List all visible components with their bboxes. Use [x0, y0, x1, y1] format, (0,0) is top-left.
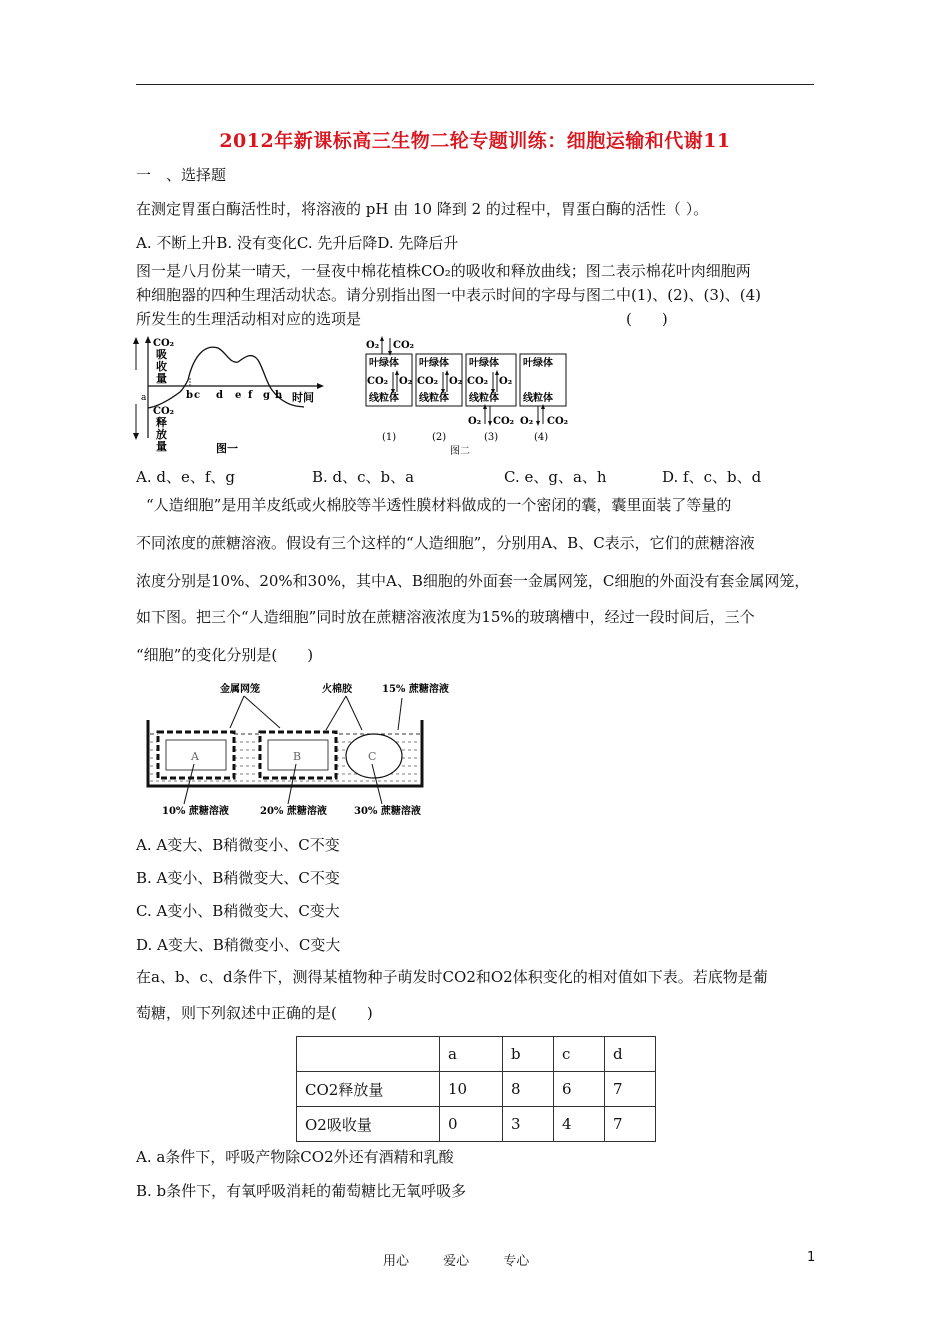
fig1-tick-label: d — [216, 390, 223, 401]
q2-option-d: D. f、c、b、d — [662, 468, 762, 486]
table-row — [297, 1072, 656, 1107]
fig1-tick-label: e — [235, 390, 242, 401]
fig3-cell-b: B — [293, 750, 302, 763]
q3-option-b: B. A变小、B稍微变大、C不变 — [136, 869, 340, 887]
q2-option-b: B. d、c、b、a — [312, 468, 415, 486]
table-cell: CO2释放量 — [297, 1072, 440, 1107]
q1-options: A. 不断上升B. 没有变化C. 先升后降D. 先降后升 — [136, 234, 459, 252]
q2-option-c: C. e、g、a、h — [504, 468, 607, 486]
fig1-tick-label: b — [186, 390, 193, 401]
fig1-tick-label: a — [141, 393, 147, 403]
fig2-mitochondrion: 线粒体 — [523, 393, 553, 404]
fig3-cell-c: C — [368, 750, 377, 763]
q2-option-a: A. d、e、f、g — [136, 468, 236, 486]
table-cell: a — [440, 1037, 503, 1072]
table-cell: 6 — [554, 1072, 605, 1107]
q2-answer-blank: ( ) — [626, 310, 668, 328]
fig3-sol-c: 30% 蔗糖溶液 — [354, 806, 421, 817]
page-number: 1 — [807, 1250, 816, 1265]
header-rule — [136, 84, 814, 85]
fig2-chloroplast: 叶绿体 — [369, 358, 399, 369]
fig3-sol-a: 10% 蔗糖溶液 — [162, 806, 229, 817]
fig1-caption: 图一 — [216, 442, 238, 455]
fig3-cage-label: 金属网笼 — [220, 684, 260, 695]
q3-stem-line: “细胞”的变化分别是( ) — [136, 646, 314, 664]
q4-stem-line: 萄糖，则下列叙述中正确的是( ) — [136, 1004, 373, 1022]
fig2-number: (4) — [534, 432, 549, 443]
table-cell: c — [554, 1037, 605, 1072]
table-cell: 7 — [605, 1107, 656, 1142]
fig3-collodion-label: 火棉胶 — [322, 684, 352, 695]
table-cell: b — [503, 1037, 554, 1072]
table-cell: 10 — [440, 1072, 503, 1107]
page-footer: 用心 爱心 专心 — [383, 1254, 530, 1269]
fig2-chloroplast: 叶绿体 — [419, 358, 449, 369]
fig3-outer-label: 15% 蔗糖溶液 — [382, 684, 449, 695]
table-cell: d — [605, 1037, 656, 1072]
q4-data-table — [296, 1036, 656, 1142]
fig2-co2: CO₂ — [493, 416, 515, 427]
q3-stem-line: “人造细胞”是用羊皮纸或火棉胶等半透性膜材料做成的一个密闭的囊，囊里面装了等量的 — [146, 496, 732, 514]
q2-stem-line: 种细胞器的四种生理活动状态。请分别指出图一中表示时间的字母与图二中(1)、(2)、(3)、(4) — [136, 286, 761, 304]
fig2-caption: 图二 — [450, 446, 470, 457]
fig3-sol-b: 20% 蔗糖溶液 — [260, 806, 327, 817]
fig1-bottom-label: 放 — [156, 428, 167, 441]
fig2-co2: CO₂ — [467, 376, 489, 387]
fig1-bottom-label: 释 — [156, 416, 167, 429]
q3-stem-line: 如下图。把三个“人造细胞”同时放在蔗糖溶液浓度为15%的玻璃槽中，经过一段时间后，三个 — [136, 608, 755, 626]
table-cell: 7 — [605, 1072, 656, 1107]
fig2-chloroplast: 叶绿体 — [523, 358, 553, 369]
fig1-tick-label: f — [248, 390, 253, 401]
q4-option-a: A. a条件下，呼吸产物除CO2外还有酒精和乳酸 — [136, 1148, 454, 1166]
fig1-top-label: 量 — [156, 372, 167, 385]
page-title: 2012年新课标高三生物二轮专题训练：细胞运输和代谢11 — [219, 130, 731, 152]
table-cell — [297, 1037, 440, 1072]
q3-option-d: D. A变大、B稍微变小、C变大 — [136, 936, 341, 954]
figure-3-artificial-cells — [140, 680, 449, 820]
fig2-co2: CO₂ — [367, 376, 389, 387]
q1-stem: 在测定胃蛋白酶活性时，将溶液的 pH 由 10 降到 2 的过程中，胃蛋白酶的活性（ ）。 — [136, 200, 709, 218]
fig2-number: (3) — [484, 432, 499, 443]
fig2-co2: CO₂ — [393, 340, 415, 351]
fig1-tick-label: g — [263, 390, 270, 401]
fig2-co2: CO₂ — [417, 376, 439, 387]
fig1-top-label: CO₂ — [153, 338, 175, 349]
figure-1-co2-curve — [128, 334, 328, 460]
fig2-o2: O₂ — [449, 376, 463, 387]
fig1-bottom-label: CO₂ — [153, 406, 175, 417]
fig2-chloroplast: 叶绿体 — [469, 358, 499, 369]
fig1-tick-label: h — [275, 390, 283, 401]
fig2-mitochondrion: 线粒体 — [469, 393, 499, 404]
q2-stem-line: 图一是八月份某一晴天，一昼夜中棉花植株CO₂的吸收和释放曲线；图二表示棉花叶肉细胞两 — [136, 262, 751, 280]
table-cell: O2吸收量 — [297, 1107, 440, 1142]
fig2-number: (1) — [382, 432, 397, 443]
q3-stem-line: 不同浓度的蔗糖溶液。假设有三个这样的“人造细胞”，分别用A、B、C表示，它们的蔗糖溶液 — [136, 534, 755, 552]
fig2-o2: O₂ — [468, 416, 482, 427]
table-cell: 3 — [503, 1107, 554, 1142]
q3-stem-line: 浓度分别是10%、20%和30%，其中A、B细胞的外面套一金属网笼，C细胞的外面没有套金属网笼， — [136, 572, 810, 590]
fig2-o2: O₂ — [499, 376, 513, 387]
table-header-row — [297, 1037, 656, 1072]
q4-option-b: B. b条件下，有氧呼吸消耗的葡萄糖比无氧呼吸多 — [136, 1182, 467, 1200]
q3-option-c: C. A变小、B稍微变大、C变大 — [136, 902, 340, 920]
q3-option-a: A. A变大、B稍微变小、C不变 — [136, 836, 340, 854]
fig1-bottom-label: 量 — [156, 440, 167, 453]
table-cell: 8 — [503, 1072, 554, 1107]
fig1-x-label: 时间 — [292, 391, 314, 404]
fig1-top-label: 吸 — [156, 348, 167, 361]
fig2-mitochondrion: 线粒体 — [369, 393, 399, 404]
fig2-number: (2) — [432, 432, 447, 443]
fig3-cell-a: A — [191, 750, 199, 763]
fig2-co2: CO₂ — [547, 416, 569, 427]
fig2-o2: O₂ — [366, 340, 380, 351]
figure-2-organelles — [362, 334, 576, 458]
fig1-tick-label: c — [194, 390, 201, 401]
fig2-mitochondrion: 线粒体 — [419, 393, 449, 404]
q2-stem-line: 所发生的生理活动相对应的选项是 — [136, 310, 362, 328]
fig2-o2: O₂ — [520, 416, 534, 427]
fig1-top-label: 收 — [156, 360, 167, 373]
section-heading: 一 、选择题 — [136, 166, 227, 184]
table-cell: 0 — [440, 1107, 503, 1142]
table-row — [297, 1107, 656, 1142]
table-cell: 4 — [554, 1107, 605, 1142]
q4-stem-line: 在a、b、c、d条件下，测得某植物种子萌发时CO2和O2体积变化的相对值如下表。若底物是葡 — [136, 968, 768, 986]
fig2-o2: O₂ — [399, 376, 413, 387]
